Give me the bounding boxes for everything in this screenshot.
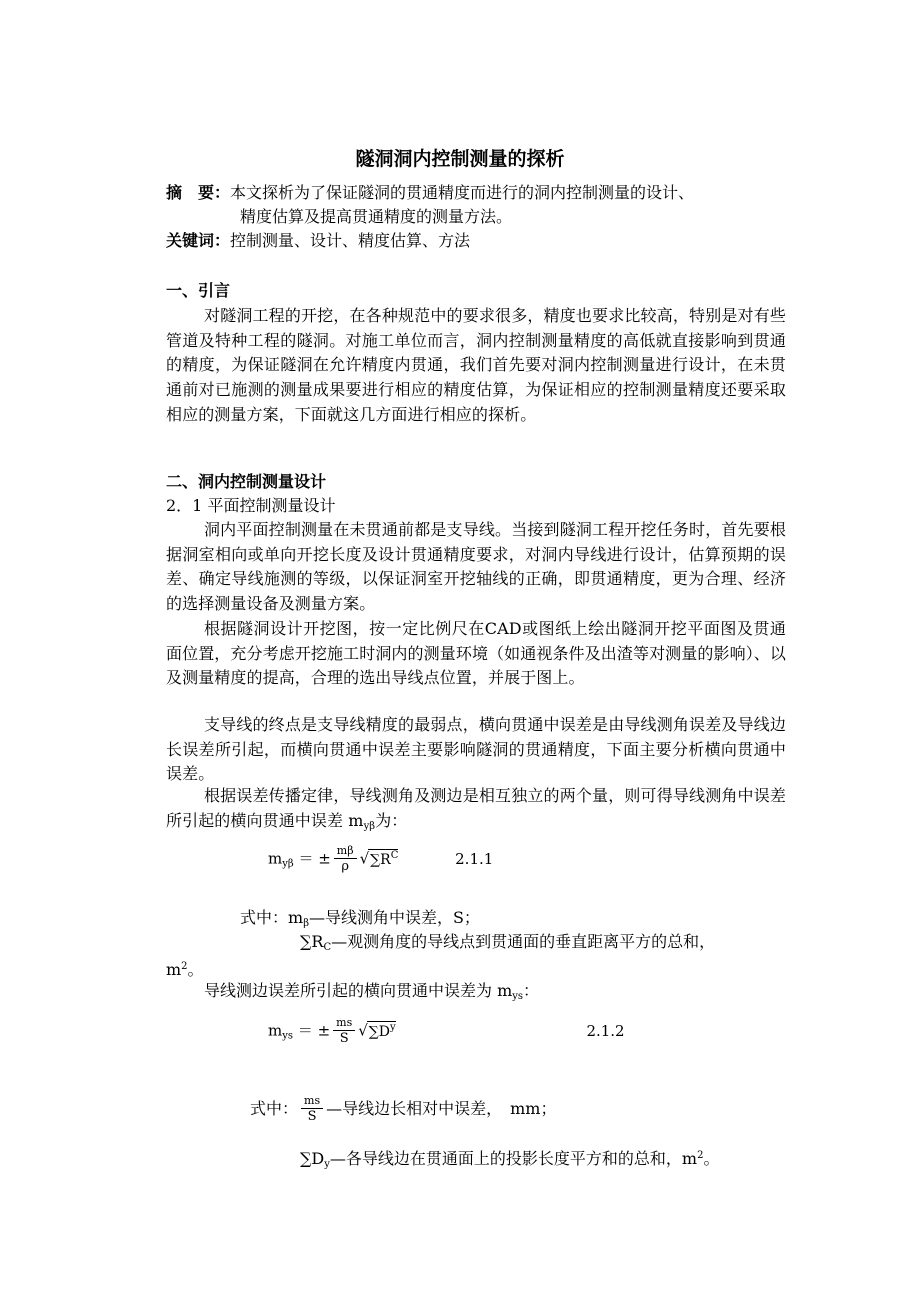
section-2-heading: 二、洞内控制测量设计 xyxy=(166,472,327,491)
formula-2-lhs-subscript: ys xyxy=(282,1030,294,1042)
where-2-denominator: S xyxy=(307,1109,317,1124)
document-title: 隧洞洞内控制测量的探析 xyxy=(355,148,565,170)
keywords-line xyxy=(166,229,470,253)
where-1-sum-subscript: C xyxy=(323,942,332,953)
formula-2-1-1 xyxy=(268,844,493,875)
formula-2-denominator: S xyxy=(339,1031,349,1046)
where-1-unit: m xyxy=(166,960,182,979)
formula-2-fraction xyxy=(333,1016,355,1047)
formula-2-sum-superscript: y xyxy=(390,1021,396,1033)
formula-1-sum: ∑R xyxy=(370,851,391,868)
ys-intro-text: 导线测边误差所引起的横向贯通中误差为 m xyxy=(204,981,513,1000)
abstract-line-2: 精度估算及提高贯通精度的测量方法。 xyxy=(240,207,513,226)
where-2-label: 式中： xyxy=(250,1099,299,1118)
where-1-term-subscript: β xyxy=(303,918,309,929)
formula-1-where-line-3 xyxy=(166,955,204,982)
ys-intro-line xyxy=(204,979,539,1009)
where-1-sum: ∑R xyxy=(300,932,324,951)
where-2-fraction xyxy=(301,1094,323,1125)
where-2-description-2: —各导线边在贯通面上的投影长度平方和的总和，m xyxy=(329,1149,698,1168)
where-1-description-2: —观测角度的导线点到贯通面的垂直距离平方的总和， xyxy=(331,932,716,951)
paragraph-4-subscript: yβ xyxy=(363,820,376,832)
where-2-sum: ∑D xyxy=(300,1149,325,1168)
formula-2-number: 2.1.2 xyxy=(586,1021,625,1040)
section-1-paragraph: 对隧洞工程的开挖，在各种规范中的要求很多，精度也要求比较高，特别是对有些管道及特种工程的隧洞。对施工单位而言，洞内控制测量精度的高低就直接影响到贯通的精度，为保证隧洞在允许精度内贯通，我们首先要对洞内控制测量进行设计，在未贯通前对已施测的测量成果要进行相应的精度估算，为保证相应的控制测量精度还要采取相应的测量方案，下面就这几方面进行相应的探析。 xyxy=(166,306,786,424)
formula-1-sum-superscript: C xyxy=(390,849,399,861)
section-2-paragraph-3: 支导线的终点是支导线精度的最弱点，横向贯通中误差是由导线测角误差及导线边长误差所引起，而横向贯通中误差主要影响隧洞的贯通精度，下面主要分析横向贯通中误差。 xyxy=(166,715,786,784)
formula-2-1-2 xyxy=(268,1016,625,1047)
keywords-text: 控制测量、设计、精度估算、方法 xyxy=(230,231,471,250)
sqrt-icon: √ xyxy=(359,849,370,868)
where-1-term: m xyxy=(288,908,304,927)
keywords-label: 关键词： xyxy=(166,231,231,250)
where-1-unit-end: 。 xyxy=(187,960,204,979)
paragraph-4-end: 为： xyxy=(375,810,408,830)
ys-intro-end: ： xyxy=(523,981,540,1000)
formula-2-where-line-1 xyxy=(250,1094,556,1125)
subsection-2-1-heading: 2．1 平面控制测量设计 xyxy=(166,496,336,515)
formula-2-equals: ＝ ± xyxy=(297,1021,331,1040)
formula-2-numerator: ms xyxy=(333,1016,355,1031)
where-1-description: —导线测角中误差，S； xyxy=(308,908,480,927)
section-2-paragraph-2: 根据隧洞设计开挖图，按一定比例尺在CAD或图纸上绘出隧洞开挖平面图及贯通面位置，充分考虑开挖施工时洞内的测量环境（如通视条件及出渣等对测量的影响）、以及测量精度的提高，合理的选出导线点位置，并展于图上。 xyxy=(166,619,786,688)
where-2-unit-superscript: 2 xyxy=(697,1150,704,1161)
abstract-line-1 xyxy=(166,181,694,205)
paragraph-4-text: 根据误差传播定律，导线测角及测边是相互独立的两个量，则可得导线测角中误差所引起的横向贯通中误差 m xyxy=(166,786,786,830)
formula-2-radicand xyxy=(367,1021,396,1040)
section-2-paragraph-4 xyxy=(166,784,786,839)
formula-1-where-line-2 xyxy=(300,930,715,960)
abstract-label: 摘 要： xyxy=(166,183,231,202)
formula-1-lhs-subscript: yβ xyxy=(282,858,294,870)
sqrt-icon: √ xyxy=(358,1021,368,1040)
formula-1-number: 2.1.1 xyxy=(455,849,494,868)
where-2-description: —导线边长相对中误差， mm； xyxy=(326,1099,557,1118)
where-1-unit-superscript: 2 xyxy=(181,961,188,972)
where-1-label: 式中： xyxy=(240,908,289,927)
where-2-numerator: ms xyxy=(301,1094,323,1109)
where-2-unit-end: 。 xyxy=(703,1149,720,1168)
formula-2-sum: ∑D xyxy=(368,1023,390,1040)
formula-2-where-line-2 xyxy=(300,1144,719,1177)
abstract-text-1: 本文探析为了保证隧洞的贯通精度而进行的洞内控制测量的设计、 xyxy=(230,183,695,202)
section-1-heading: 一、引言 xyxy=(166,281,231,300)
where-2-sum-subscript: y xyxy=(324,1159,330,1170)
formula-1-radicand xyxy=(368,849,398,868)
formula-1-numerator: mβ xyxy=(334,844,357,859)
ys-intro-subscript: ys xyxy=(512,991,524,1002)
formula-1-denominator: ρ xyxy=(341,859,350,874)
formula-1-lhs: m xyxy=(268,849,283,868)
formula-2-lhs: m xyxy=(268,1021,283,1040)
formula-1-equals: ＝ ± xyxy=(298,849,331,868)
section-2-paragraph-1: 洞内平面控制测量在未贯通前都是支导线。当接到隧洞工程开挖任务时，首先要根据洞室相向或单向开挖长度及设计贯通精度要求，对洞内导线进行设计，估算预期的误差、确定导线施测的等级，以保证洞室开挖轴线的正确，即贯通精度，更为合理、经济的选择测量设备及测量方案。 xyxy=(166,520,786,614)
formula-1-fraction xyxy=(334,844,357,875)
